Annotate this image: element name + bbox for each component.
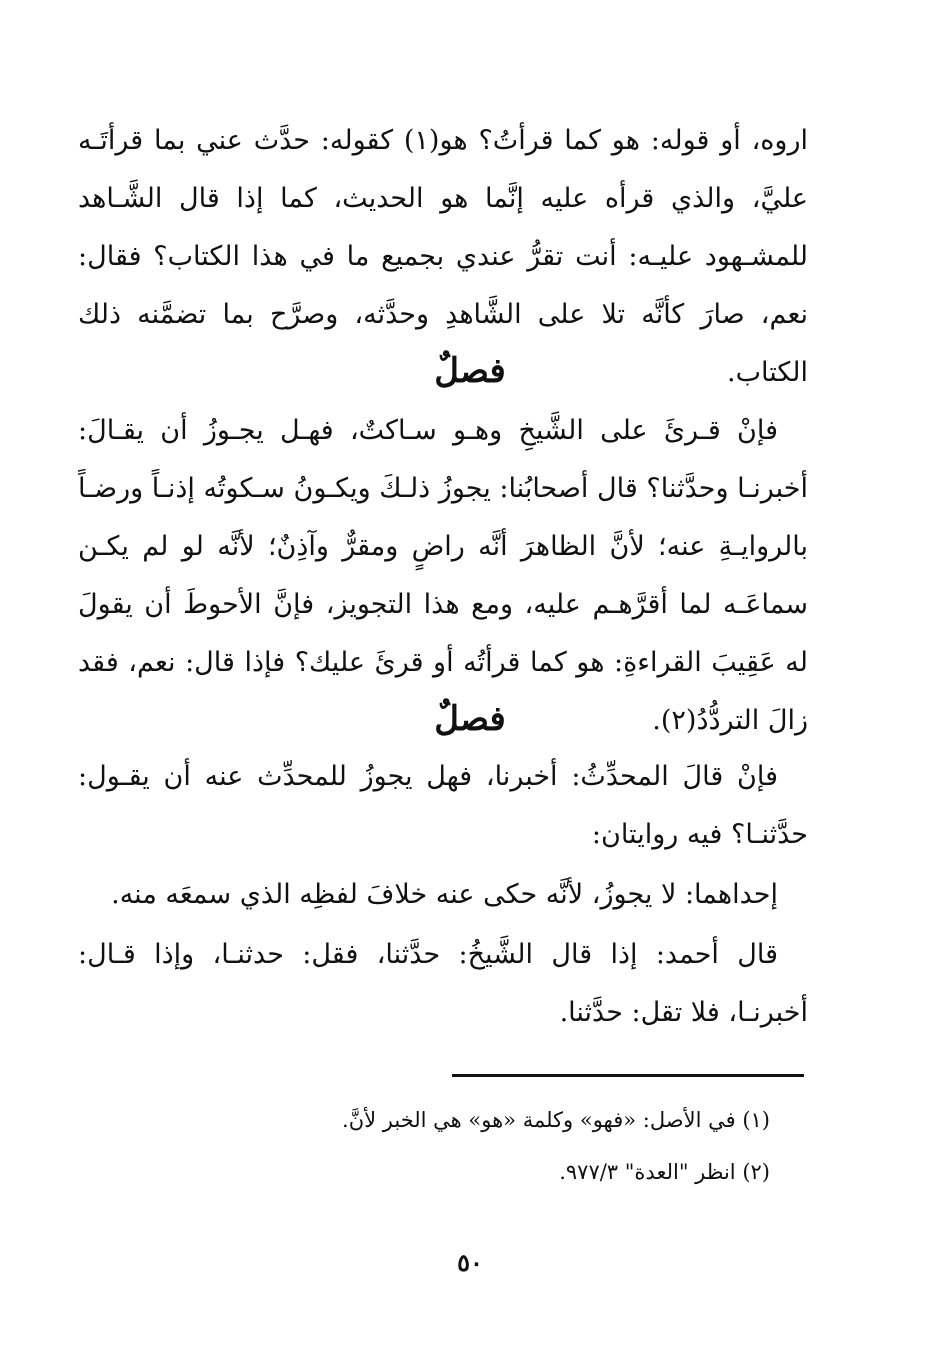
section-heading-2: فصلٌ bbox=[434, 699, 506, 739]
footnotes bbox=[300, 1094, 770, 1198]
footnote-separator bbox=[452, 1074, 804, 1077]
paragraph-text: قال أحمد: إذا قال الشَّيخُ: حدَّثنا، فقل: حدثنـا، وإذا قـال: أخبرنـا، فلا تقل: حدَّثنا. bbox=[78, 939, 808, 1028]
paragraph-text: فإنْ قـرئَ على الشَّيخِ وهـو سـاكتٌ، فهـل يجـوزُ أن يقـالَ: أخبرنـا وحدَّثنا؟ قال أصحابُنا: يجوزُ ذلـكَ ويكـونُ سـكوتُه إذنـاً ورضـاً بالروايـةِ عنه؛ لأنَّ الظاهرَ أنَّه راضٍ ومقرٌّ وآذِنٌ؛ لأنَّه لو لم يكـن سماعَـه لما أقرَّهـم عليه، ومع هذا التجويز، فإنَّ الأحوطَ أن يقولَ له عَقِيبَ القراءةِ: هو كما قرأتُه أو قرئَ عليك؟ فإذا قال: نعم، فقد زالَ التردُّدُ(٢). bbox=[78, 415, 808, 736]
section-2-body bbox=[78, 748, 808, 864]
page-number: ٥٠ bbox=[457, 1248, 483, 1277]
section-2-narration-1 bbox=[78, 866, 808, 924]
paragraph-text: إحداهما: لا يجوزُ، لأنَّه حكى عنه خلافَ لفظِه الذي سمعَه منه. bbox=[111, 879, 778, 910]
paragraph-text: فإنْ قالَ المحدِّثُ: أخبرنا، فهل يجوزُ للمحدِّث عنه أن يقـول: حدَّثنـا؟ فيه روايتان: bbox=[78, 761, 808, 850]
section-2-narration-2 bbox=[78, 926, 808, 1042]
footnote-1: (١) في الأصل: «فهو» وكلمة «هو» هي الخبر لأنَّ. bbox=[342, 1108, 770, 1132]
paragraph-text: اروه، أو قوله: هو كما قرأتُ؟ هو(١) كقوله: حدَّث عني بما قرأتَـه عليَّ، والذي قرأه عليه إنَّما هو الحديث، كما إذا قال الشَّـاهد للمشـهود عليـه: أنت تقرُّ عندي بجميع ما في هذا الكتاب؟ فقال: نعم، صارَ كأنَّه تلا على الشَّاهدِ وحدَّثه، وصرَّح بما تضمَّنه ذلك الكتاب. bbox=[78, 125, 809, 388]
footnote-2: (٢) انظر "العدة" ٩٧٧/٣. bbox=[559, 1160, 770, 1184]
section-heading-1: فصلٌ bbox=[434, 351, 506, 391]
